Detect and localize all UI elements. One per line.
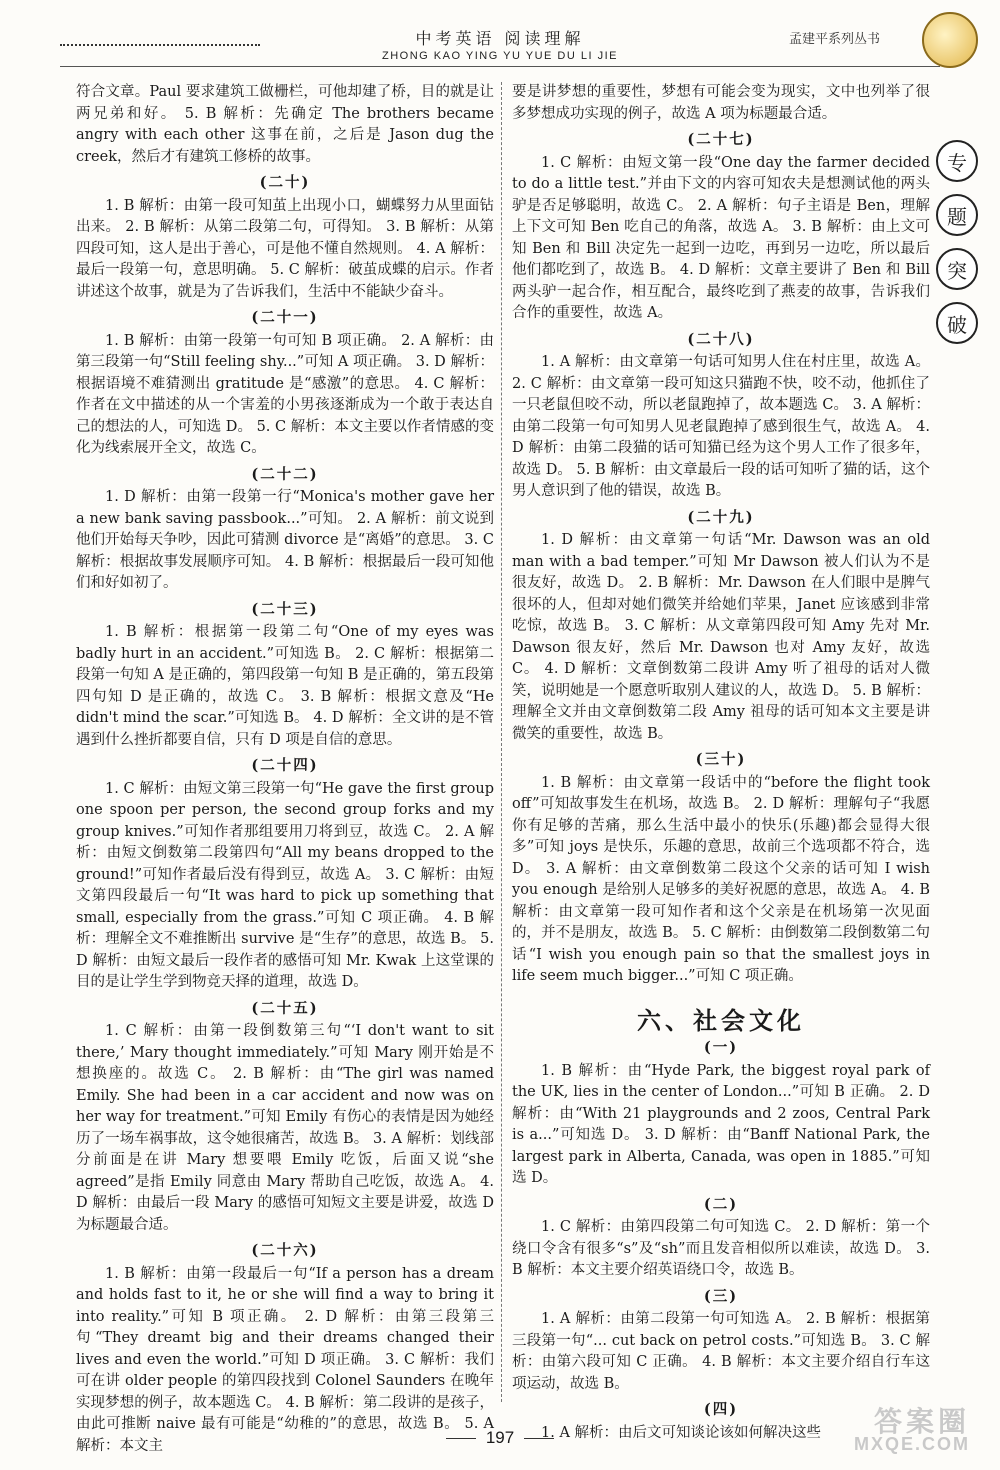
answer-paragraph: 1. A 解析：由文章第一句话可知男人住在村庄里，故选 A。 2. C 解析：由文章第一段可知这只猫跑不快，咬不动，他抓住了一只老鼠但咬不动，所以老鼠跑掉了，故本题选 C。 3. A 解析：由第二段第一句可知男人见老鼠跑掉了感到很生气，故选 A。 4. D 解析：由第二段猫的话可知猫已经为这个男人工作了很多年，故选 D。 5. B 解析：由文章最后一段的话可知听了猫的话，这个男人意识到了他的错误，故选 B。	[512, 354, 930, 499]
answer-paragraph: 1. B 解析：由第一段最后一句“If a person has a dream and holds fast to it, he or she will find a way to bring it into reality.”可知 B 项正确。 2. D 解析：由第三段第三句“They dreamt big and their dreams changed their lives and even the world.”可知 D 项正确。 3. C 解析：我们可在讲 older people 的第四段找到 Colonel Saunders 在晚年实现梦想的例子，故本题选 C。 4. B 解析：第二段讲的是孩子，由此可推断 naive 最有可能是“幼稚的”的意思，故选 B。 5. A 解析：本文主	[76, 1265, 494, 1454]
section-heading: (二十七)	[687, 131, 755, 148]
column-divider	[501, 82, 502, 1402]
answer-paragraph: 1. B 解析：根据第一段第二句“One of my eyes was badly hurt in an accident.”可知选 B。 2. C 解析：根据第二段第一句知 A 是正确的，第四段第一句知 B 是正确的，第五段第四句知 D 是正确的，故选 C。 3. B 解析：根据文意及“He didn't mind the scar.”可知选 B。 4. D 解析：全文讲的是不管遇到什么挫折都要自信，只有 D 项是自信的意思。	[76, 624, 494, 748]
side-tabs	[932, 140, 982, 356]
answer-paragraph: 1. D 解析：由第一段第一行“Monica's mother gave her a new bank saving passbook...”可知。 2. A 解析：前文说到他们开始每天争吵，因此可猜测 divorce 是“离婚”的意思。 3. C 解析：根据故事发展顺序可知。 4. B 解析：根据最后一段可知他们和好如初了。	[76, 489, 494, 591]
section-heading: (二十二)	[251, 465, 319, 483]
section-heading: (二十三)	[251, 600, 319, 618]
watermark-text: 答案圈	[873, 1406, 970, 1437]
page-header	[60, 18, 940, 70]
section-heading: (一)	[703, 1039, 739, 1056]
watermark-url: MXQE.COM	[853, 1434, 970, 1454]
left-column	[76, 82, 494, 1459]
side-tab: 破	[936, 302, 978, 344]
section-heading: (三)	[703, 1287, 739, 1305]
section-heading: (二十)	[259, 174, 311, 191]
answer-paragraph: 1. B 解析：由文章第一段话中的“before the flight took off”可知故事发生在机场，故选 B。 2. D 解析：理解句子“我愿你有足够的苦痛，那么生活中最小的快乐(乐趣)都会显得大很多”可知 joys 是快乐，乐趣的意思，故前三个选项都不符合，选 D。 3. A 解析：由文章倒数第二段这个父亲的话可知 I wish you enough 是给别人足够多的美好祝愿的意思，故选 A。 4. B 解析：由文章第一段可知作者和这个父亲是在机场第一次见面的，并不是朋友，故选 B。 5. C 解析：由倒数第二段倒数第二句话“I wish you enough pain so that the smallest joys in life seem much bigger...”可知 C 项正确。	[512, 774, 930, 984]
answer-paragraph: 1. B 解析：由第一段第一句可知 B 项正确。 2. A 解析：由第三段第一句“Still feeling shy...”可知 A 项正确。 3. D 解析：根据语境不难猜测出 gratitude 是“感激”的意思。 4. C 解析：作者在文中描述的从一个害羞的小男孩逐渐成为一个敢于表达自己的想法的人，可知选 D。 5. C 解析：本文主要以作者情感的变化为线索展开全文，故选 C。	[76, 332, 494, 456]
chapter-heading: 六、社会文化	[637, 1005, 805, 1035]
book-title: 中考英语 阅读理解	[415, 29, 585, 48]
answer-paragraph: 1. C 解析：由短文第一段“One day the farmer decided to do a little test.”并由下文的内容可知农夫是想测试他的两头驴是否足够聪明，故选 C。 2. A 解析：句子主语是 Ben，理解上下文可知 Ben 吃自己的角落，故选 A。 3. B 解析：由上文可知 Ben 和 Bill 决定先一起到一边吃，再到另一边吃，所以最后他们都吃到了，故选 B。 4. D 解析：文章主要讲了 Ben 和 Bill 两头驴一起合作，相互配合，最终吃到了燕麦的故事，告诉我们合作的重要性，故选 A。	[512, 154, 930, 321]
answer-paragraph: 1. C 解析：由短文第三段第一句“He gave the first group one spoon per person, the second group forks and my group knives.”可知作者那组要用刀将到豆，故选 C。 2. A 解析：由短文倒数第二段第四句“All my beans dropped to the ground!”可知作者最后没有得到豆，故选 A。 3. C 解析：由短文第四段最后一句“It was hard to pick up something that small, especially from the grass.”可知 C 项正确。 4. B 解析：理解全文不难推断出 survive 是“生存”的意思，故选 B。 5. D 解析：由短文最后一段作者的感悟可知 Mr. Kwak 上这堂课的目的是让学生学到物竞天择的道理，故选 D。	[76, 780, 494, 990]
page-number: 197	[485, 1428, 515, 1447]
section-heading: (二十四)	[251, 757, 319, 774]
answer-paragraph: 1. D 解析：由文章第一句话“Mr. Dawson was an old man with a bad temper.”可知 Mr Dawson 被人们认为不是很友好，故选 D。 2. B 解析：Mr. Dawson 在人们眼中是脾气很坏的人，但却对她们微笑并给她们苹果，Janet 应该感到非常吃惊，故选 B。 3. C 解析：从文章第四段可知 Amy 先对 Mr. Dawson 很友好，然后 Mr. Dawson 也对 Amy 友好，故选 C。 4. D 解析：文章倒数第二段讲 Amy 听了祖母的话对人微笑，说明她是一个愿意听取别人建议的人，故选 D。 5. B 解析：理解全文并由文章倒数第二段 Amy 祖母的话可知本文主要是讲微笑的重要性，故选 B。	[512, 532, 930, 742]
right-column	[512, 82, 930, 1446]
answer-paragraph: 1. C 解析：由第四段第二句可知选 C。 2. D 解析：第一个绕口令含有很多“s”及“sh”而且发音相似所以难读，故选 D。 3. B 解析：本文主要介绍英语绕口令，故选 B。	[512, 1219, 930, 1278]
side-tab: 专	[936, 140, 978, 182]
answer-paragraph: 1. B 解析：由“Hyde Park, the biggest royal park of the UK, lies in the center of London...”可知 B 正确。 2. D 解析：由“With 21 playgrounds and 2 zoos, Central Park is a...”可知选 D。 3. D 解析：由“Banff National Park, the largest park in Alberta, Canada, was open in 1885.”可知选 D。	[512, 1062, 930, 1186]
section-heading: (四)	[703, 1401, 739, 1418]
book-title-pinyin: ZHONG KAO YING YU YUE DU LI JIE	[382, 50, 618, 62]
side-tab: 突	[936, 248, 978, 290]
answer-paragraph: 要是讲梦想的重要性，梦想有可能会变为现实，文中也列举了很多梦想成功实现的例子，故选 A 项为标题最合适。	[512, 84, 930, 122]
series-name: 孟建平系列丛书	[788, 32, 880, 47]
section-heading: (二十八)	[687, 330, 755, 348]
section-heading: (二十一)	[251, 309, 319, 326]
section-heading: (三十)	[695, 751, 747, 768]
answer-paragraph: 1. A 解析：由后文可知谈论该如何解决这些	[541, 1424, 822, 1441]
section-heading: (二十九)	[687, 508, 755, 526]
section-heading: (二十五)	[251, 999, 319, 1017]
answer-paragraph: 1. B 解析：由第一段可知茧上出现小口，蝴蝶努力从里面钻出来。 2. B 解析：从第二段第二句，可得知。 3. B 解析：从第四段可知，这人是出于善心，可是他不懂自然规则。 4. A 解析：最后一段第一句，意思明确。 5. C 解析：破茧成蝶的启示。作者讲述这个故事，就是为了告诉我们，生活中不能缺少奋斗。	[76, 197, 494, 300]
header-rule	[60, 66, 940, 67]
section-heading: (二)	[703, 1195, 739, 1213]
answer-paragraph: 1. A 解析：由第二段第一句可知选 A。 2. B 解析：根据第三段第一句“... cut back on petrol costs.”可知选 B。 3. C 解析：由第六段可知 C 正确。 4. B 解析：本文主要介绍自行车这项运动，故选 B。	[512, 1311, 930, 1392]
answer-paragraph: 符合文章。Paul 要求建筑工做栅栏，可他却建了桥，目的就是让两兄弟和好。 5. B 解析：先确定 The brothers became angry with each other 这事在前，之后是 Jason dug the creek，然后才有建筑工修桥的故事。	[76, 84, 494, 165]
site-watermark	[760, 1400, 980, 1460]
section-heading: (二十六)	[251, 1242, 319, 1259]
answer-paragraph: 1. C 解析：由第一段倒数第三句“‘I don't want to sit there,’ Mary thought immediately.”可知 Mary 刚开始是不想换座的。故选 C。 2. B 解析：由“The girl was named Emily. She had been in a car accident and now was on her way for treatment.”可知 Emily 有伤心的表情是因为她经历了一场车祸事故，这令她很痛苦，故选 B。 3. A 解析：划线部分前面是在讲 Mary 想要喂 Emily 吃饭，后面又说“she agreed”是指 Emily 同意由 Mary 帮助自己吃饭，故选 A。 4. D 解析：由最后一段 Mary 的感悟可知短文主要是讲爱，故选 D 为标题最合适。	[76, 1023, 494, 1233]
publisher-logo-icon	[922, 12, 978, 68]
side-tab: 题	[936, 194, 978, 236]
